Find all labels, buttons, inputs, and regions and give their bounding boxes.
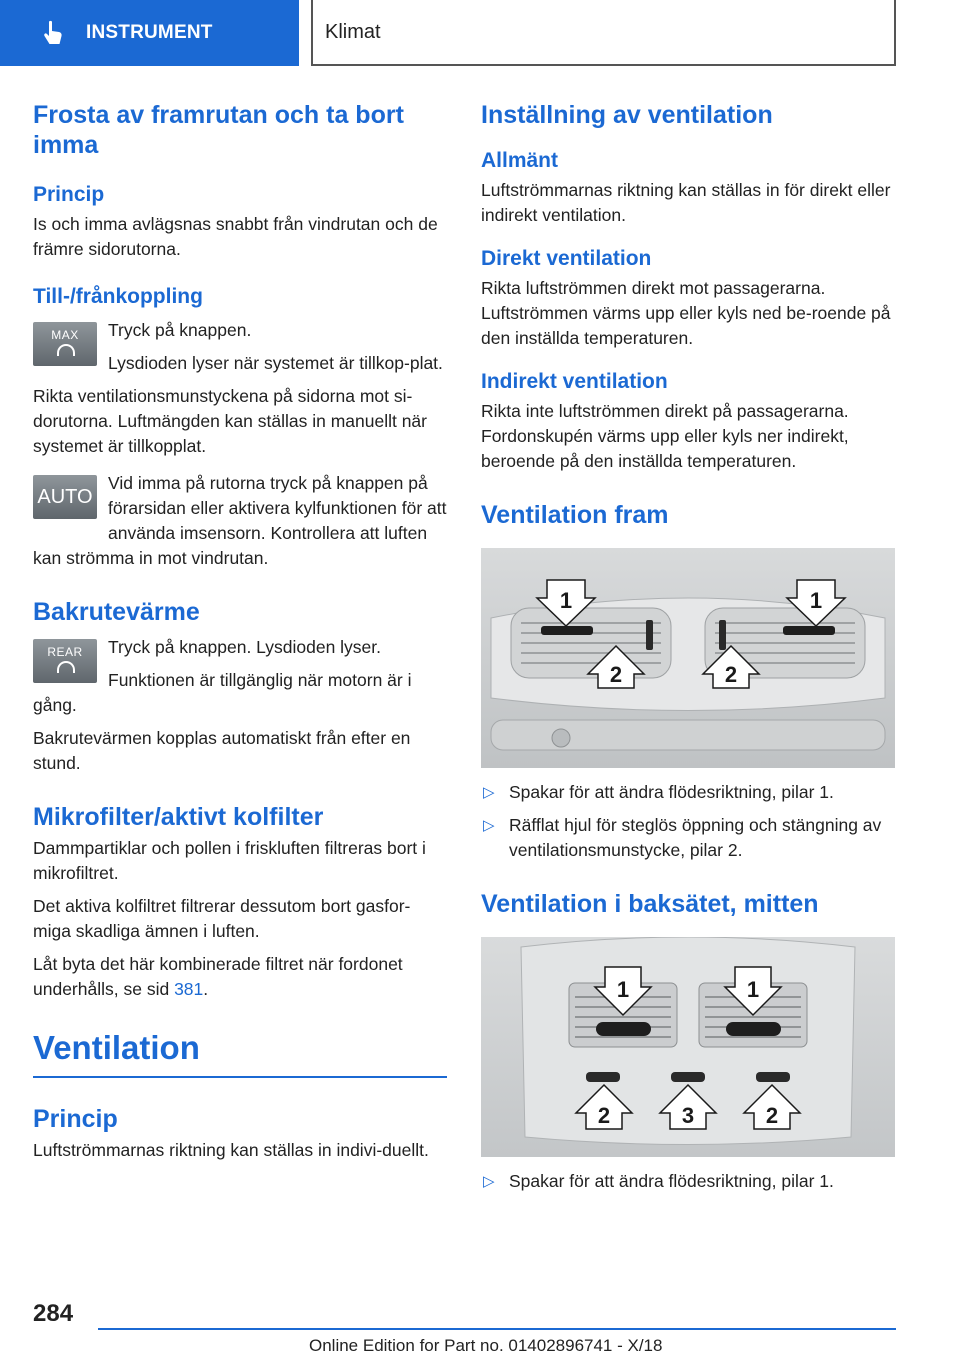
callout-3: 3 (681, 1103, 695, 1128)
max-defrost-block (33, 318, 447, 376)
front-item-1: Spakar för att ändra flödesriktning, pilar 1. (509, 782, 834, 802)
triangle-bullet-icon: ▷ (483, 784, 495, 801)
max-icon-label: MAX (51, 328, 79, 342)
left-column (33, 100, 447, 1163)
rear-text-1: Tryck på knappen. Lysdioden lyser. (108, 637, 382, 657)
page-number: 284 (33, 1300, 74, 1327)
rear-text-2: Funktionen är tillgänglig när motorn är i gång. (33, 670, 412, 715)
onoff-text-1: Tryck på knappen. (108, 320, 252, 340)
max-defrost-button-icon (33, 322, 97, 366)
front-item-2: Räfflat hjul för steglös öppning och stängning av ventilationsmunstycke, pilar 2. (509, 815, 882, 860)
rear-vent-heading: Ventilation i baksätet, mitten (481, 890, 819, 918)
triangle-bullet-icon: ▷ (483, 817, 495, 834)
indirect-heading: Indirekt ventilation (481, 370, 668, 393)
chapter-title: Klimat (325, 20, 381, 43)
right-column (481, 100, 895, 1194)
defrost-title: Frosta av framrutan och ta bort imma (33, 101, 404, 159)
auto-button-icon (33, 475, 97, 519)
callout-1a: 1 (616, 977, 630, 1002)
ventilation-title-rule (33, 1076, 447, 1078)
footer-rule (98, 1328, 896, 1330)
front-vent-heading: Ventilation fram (481, 501, 669, 529)
finger-touch-icon (38, 18, 68, 48)
rear-vent-list (481, 1169, 895, 1194)
rear-item-1: Spakar för att ändra flödesriktning, pilar 1. (509, 1171, 834, 1191)
list-item (481, 813, 895, 863)
rear-window-heading: Bakrutevärme (33, 598, 200, 626)
front-vents-photo (481, 548, 895, 768)
list-item (481, 780, 895, 805)
callout-2b: 2 (765, 1103, 779, 1128)
rear-block (33, 635, 447, 718)
microfilter-heading: Mikrofilter/aktivt kolfilter (33, 803, 324, 831)
microfilter-text-3-pre: Låt byta det här kombinerade filtret när fordonet underhålls, se sid (33, 954, 403, 999)
footer-edition: Online Edition for Part no. 01402896741 - X/18 (309, 1336, 663, 1355)
callout-1b: 1 (809, 588, 823, 613)
rear-defrost-button-icon (33, 639, 97, 683)
principle-text: Is och imma avlägsnas snabbt från vindrutan och de främre sidorutorna. (33, 214, 438, 259)
direct-heading: Direkt ventilation (481, 247, 652, 270)
page-reference-link[interactable]: 381 (174, 979, 204, 999)
auto-icon-label: AUTO (37, 486, 93, 508)
section-tab-label: INSTRUMENT (86, 22, 213, 43)
onoff-heading: Till-/frånkoppling (33, 285, 203, 308)
direct-text: Rikta luftströmmen direkt mot passagerarna. Luftströmmen värms upp eller kyls ned be-roende på den inställda temperaturen. (481, 278, 891, 348)
callout-2b: 2 (724, 662, 738, 687)
indirect-text: Rikta inte luftströmmen direkt på passagerarna. Fordonskupén värms upp eller kyls ner indirekt, beroende på den inställda temperaturen. (481, 401, 849, 471)
chapter-header (311, 0, 896, 66)
general-text: Luftströmmarnas riktning kan ställas in för direkt eller indirekt ventilation. (481, 180, 891, 225)
microfilter-text-3 (33, 952, 447, 1002)
principle-heading: Princip (33, 183, 105, 206)
rear-icon-label: REAR (47, 645, 83, 659)
list-item (481, 1169, 895, 1194)
microfilter-text-1: Dammpartiklar och pollen i friskluften filtreras bort i mikrofiltret. (33, 838, 426, 883)
windshield-heat-icon (57, 344, 75, 356)
callout-1b: 1 (746, 977, 760, 1002)
ventilation-setting-title: Inställning av ventilation (481, 101, 773, 129)
onoff-text-2: Lysdioden lyser när systemet är tillkop-plat. (108, 353, 443, 373)
ventilation-principle-text: Luftströmmarnas riktning kan ställas in indivi-duellt. (33, 1140, 429, 1160)
ventilation-principle-heading: Princip (33, 1105, 118, 1133)
front-vent-list (481, 780, 895, 863)
rear-heat-icon (57, 661, 75, 673)
callout-2a: 2 (609, 662, 623, 687)
callout-2a: 2 (597, 1103, 611, 1128)
ventilation-title: Ventilation (33, 1029, 200, 1066)
auto-block (33, 471, 447, 571)
rear-vents-photo (481, 937, 895, 1157)
section-tab[interactable] (0, 0, 299, 66)
general-heading: Allmänt (481, 149, 559, 172)
microfilter-text-2: Det aktiva kolfiltret filtrerar dessutom bort gasfor-miga skadliga ämnen i luften. (33, 896, 411, 941)
onoff-text-3: Rikta ventilationsmunstyckena på sidorna mot si-dorutorna. Luftmängden kan ställas in manuellt när systemet är tillkopplat. (33, 386, 427, 456)
auto-text: Vid imma på rutorna tryck på knappen på förarsidan eller aktivera kylfunktionen för att använda imsensorn. Kontrollera att luften kan strömma in mot vindrutan. (33, 473, 447, 568)
callout-1a: 1 (559, 588, 573, 613)
microfilter-text-3-post: . (203, 979, 209, 999)
triangle-bullet-icon: ▷ (483, 1173, 495, 1190)
rear-text-3: Bakrutevärmen kopplas automatiskt från efter en stund. (33, 728, 411, 773)
